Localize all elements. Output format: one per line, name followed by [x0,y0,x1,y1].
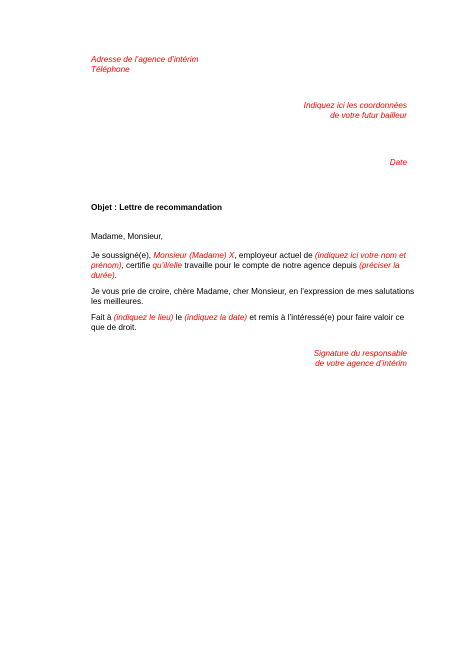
text-segment: et remis à l’intéressé(e) pour faire valoir ce [247,313,405,322]
paragraph-line: Je vous prie de croire, chère Madame, cher Monsieur, en l’expression de mes salutations [91,287,415,296]
paragraph-certification [91,251,411,281]
date-field [307,158,407,168]
recipient-block [187,101,407,121]
text-segment: travaille pour le compte de notre agence depuis [182,261,360,270]
agency-address: Adresse de l’agence d’intérim [91,55,199,64]
placeholder-duration: (préciser la [359,261,400,270]
subject-line [91,203,391,213]
paragraph-line [91,271,411,281]
salutation-text: Madame, Monsieur, [91,232,163,241]
salutation [91,232,391,242]
paragraph-closing [91,287,415,307]
recipient-line-2: de votre futur bailleur [330,111,407,120]
paragraph-line: que de droit. [91,323,137,332]
paragraph-place-date [91,313,411,333]
placeholder-pronoun: qu’il/elle [152,261,183,270]
text-segment: , certifie [121,261,153,270]
text-segment: . [114,271,117,280]
paragraph-line [91,251,411,261]
placeholder-tenant-name: (indiquez ici votre nom et [314,251,406,260]
signature-line-1: Signature du responsable [313,349,407,358]
placeholder-place: (indiquez le lieu) [113,313,174,322]
text-segment: le [173,313,185,322]
text-segment: Fait à [91,313,114,322]
placeholder-tenant-name-cont: prénom) [91,261,122,270]
placeholder-employer-name: Monsieur (Madame) X [153,251,235,260]
paragraph-line [91,313,411,323]
signature-line-2: de votre agence d’intérim [315,359,407,368]
sender-block [91,55,291,75]
recipient-line-1: Indiquez ici les coordonnées [303,101,407,110]
paragraph-line: les meilleures. [91,297,144,306]
placeholder-date: (indiquez la date) [184,313,248,322]
placeholder-duration-cont: durée) [91,271,115,280]
subject-text: Objet : Lettre de recommandation [91,203,223,212]
signature-block [207,349,407,369]
text-segment: Je soussigné(e), [91,251,154,260]
paragraph-line [91,261,411,271]
agency-phone: Téléphone [91,65,130,74]
text-segment: , employeur actuel de [234,251,315,260]
date-label: Date [389,158,407,167]
